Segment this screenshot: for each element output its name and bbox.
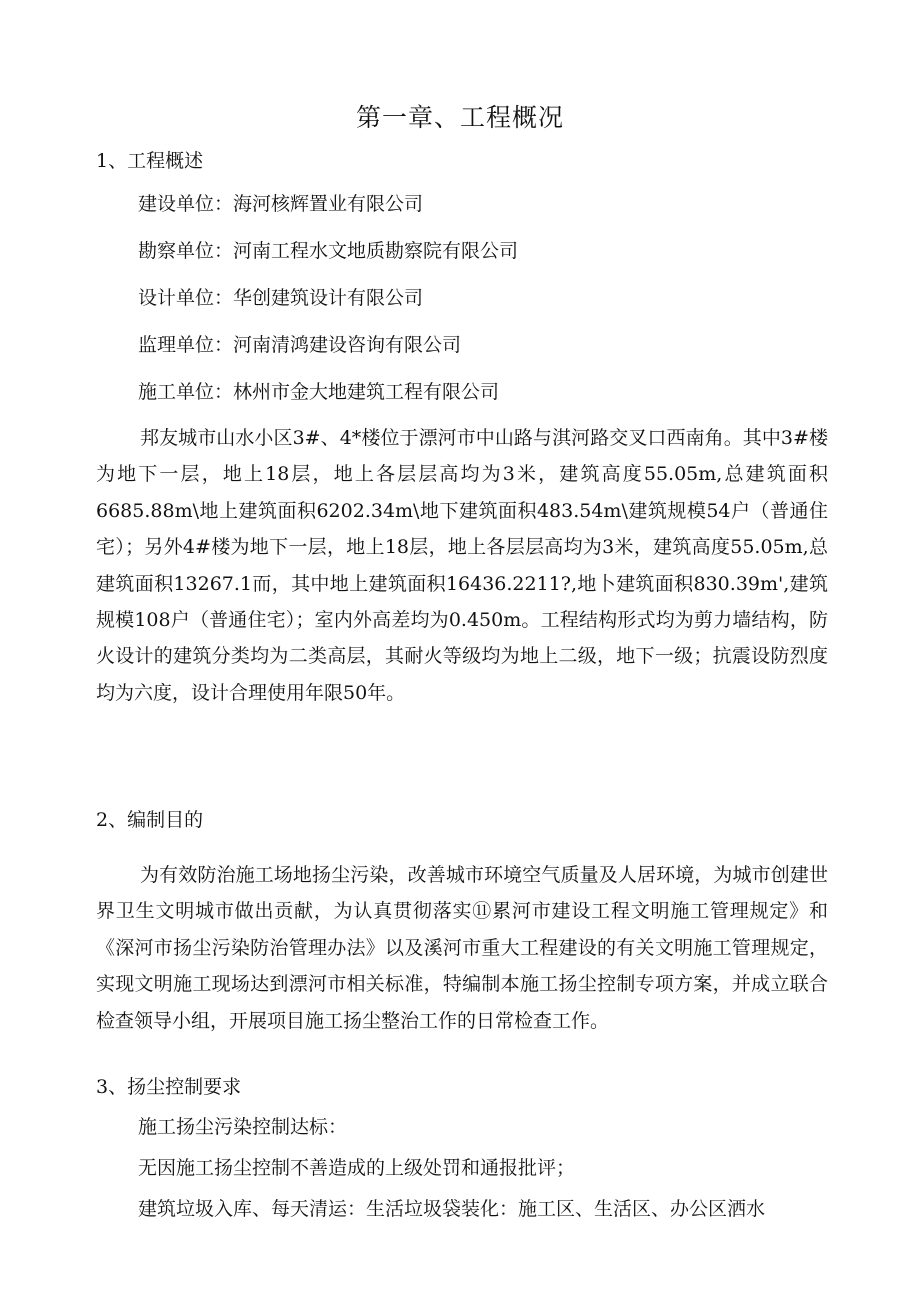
chapter-title: 第一章、工程概况 bbox=[355, 103, 564, 132]
requirement-line: 建筑垃圾入库、每天清运：生活垃圾袋装化：施工区、生活区、办公区洒水 bbox=[138, 1198, 766, 1220]
unit-line-supervision: 监理单位：河南清鸿建设咨询有限公司 bbox=[138, 334, 462, 356]
unit-line-design: 设计单位：华创建筑设计有限公司 bbox=[138, 287, 424, 309]
section-heading-purpose: 2、编制目的 bbox=[96, 809, 204, 831]
requirement-line: 无因施工扬尘控制不善造成的上级处罚和通报批评； bbox=[138, 1157, 576, 1179]
section-heading-overview: 1、工程概述 bbox=[96, 150, 204, 172]
overview-paragraph: 邦友城市山水小区3#、4*楼位于漂河市中山路与淇河路交叉口西南角。其中3#楼为地下一层，地上18层，地上各层层高均为3米，建筑高度55.05m,总建筑面积6685.88m\地上建筑面积6202.34m\地下建筑面积483.54m\建筑规模54户（普通住宅）；另外4#楼为地下一层，地上18层，地上各层层高均为3米，建筑高度55.05m,总建筑面积13267.1而，其中地上建筑面积16436.2211?,地卜建筑面积830.39m',建筑规模108户（普通住宅）；室内外高差均为0.450m。工程结构形式均为剪力墙结构，防火设计的建筑分类均为二类高层，其耐火等级均为地上二级，地下一级；抗震设防烈度均为六度，设计合理使用年限50年。 bbox=[96, 427, 828, 704]
requirement-line: 施工扬尘污染控制达标： bbox=[138, 1116, 348, 1138]
unit-line-survey: 勘察单位：河南工程水文地质勘察院有限公司 bbox=[138, 240, 519, 262]
unit-line-contractor: 施工单位：林州市金大地建筑工程有限公司 bbox=[138, 381, 500, 403]
unit-line-construction: 建设单位：海河核辉置业有限公司 bbox=[138, 193, 424, 215]
section-heading-dust-control: 3、扬尘控制要求 bbox=[96, 1076, 242, 1098]
purpose-paragraph: 为有效防治施工场地扬尘污染，改善城市环境空气质量及人居环境，为城市创建世界卫生文明城市做出贡献，为认真贯彻落实⑪累河市建设工程文明施工管理规定》和《深河市扬尘污染防治管理办法》以及溪河市重大工程建设的有关文明施工管理规定，实现文明施工现场达到漂河市相关标准，特编制本施工扬尘控制专项方案，并成立联合检查领导小组，开展项目施工扬尘整治工作的日常检查工作。 bbox=[96, 864, 828, 1032]
